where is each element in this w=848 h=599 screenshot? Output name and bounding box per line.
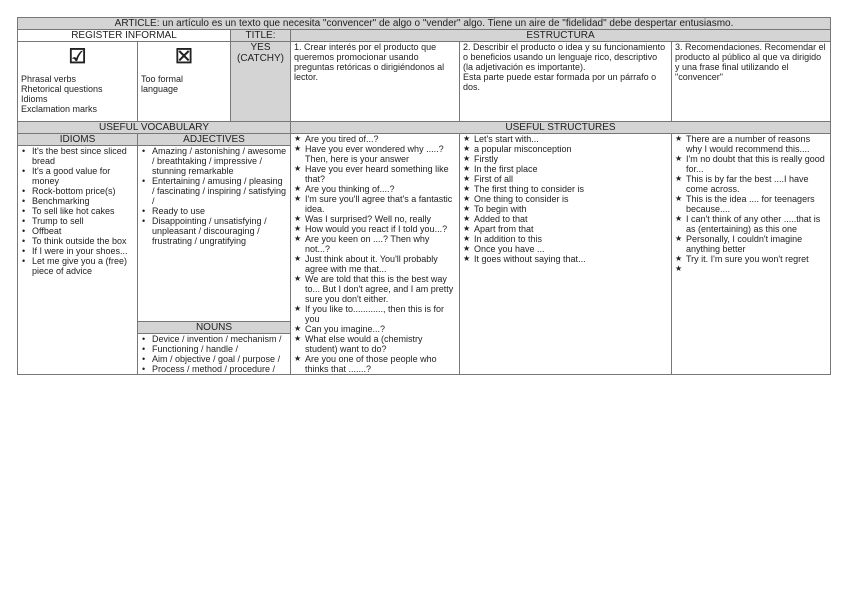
structure-item: ★ Are you tired of...? xyxy=(294,134,456,144)
estructura-step-2-text: 2. Describir el producto o idea y su funcionamiento o beneficios usando un lenguaje rico, descriptivo (la adjetivación es importante). xyxy=(463,42,666,72)
structure-item: ★ I can't think of any other .....that is as (entertaining) as this one xyxy=(675,214,827,234)
structures-col-3 xyxy=(672,134,831,375)
structure-item: ★ Have you ever wondered why .....? Then, here is your answer xyxy=(294,144,456,164)
noun-item: • Device / invention / mechanism / xyxy=(141,334,287,344)
structure-item: ★ Let's start with... xyxy=(463,134,668,144)
formal-features xyxy=(141,74,227,94)
article-title: ARTICLE: un artículo es un texto que necesita "convencer" de algo o "vender" algo. Tiene un aire de "fidelidad" debe despertar entusiasmo. xyxy=(18,18,831,30)
structure-item: ★ What else would a (chemistry student) want to do? xyxy=(294,334,456,354)
structure-item: ★ This is by far the best ....I have come across. xyxy=(675,174,827,194)
structure-item: ★ First of all xyxy=(463,174,668,184)
adjective-item: • Ready to use xyxy=(141,206,287,216)
estructura-step-1: 1. Crear interés por el producto que queremos promocionar usando preguntas retóricas o dirigiéndonos al lector. xyxy=(291,42,460,122)
structure-item xyxy=(675,264,827,274)
idioms-header: IDIOMS xyxy=(18,134,138,146)
noun-item: • Aim / objective / goal / purpose / xyxy=(141,354,287,364)
formal-feature: language xyxy=(141,84,179,94)
structure-item: ★ Try it. I'm sure you won't regret xyxy=(675,254,827,264)
structure-item: ★ There are a number of reasons why I would recommend this.... xyxy=(675,134,827,154)
structure-item: ★ a popular misconception xyxy=(463,144,668,154)
structure-item: ★ Just think about it. You'll probably agree with me that... xyxy=(294,254,456,274)
informal-feature: Exclamation marks xyxy=(21,104,98,114)
structure-item: ★ This is the idea .... for teenagers because.... xyxy=(675,194,827,214)
informal-features xyxy=(21,74,134,114)
structure-item: ★ Added to that xyxy=(463,214,668,224)
idiom-item: • If I were in your shoes... xyxy=(21,246,134,256)
informal-feature: Phrasal verbs xyxy=(21,74,77,84)
structure-item: ★ Are you thinking of....? xyxy=(294,184,456,194)
title-value: YES (CATCHY) xyxy=(231,42,291,122)
crossed-box-icon: ☒ xyxy=(175,46,193,68)
estructura-step-2 xyxy=(460,42,672,122)
structure-item: ★ Personally, I couldn't imagine anything better xyxy=(675,234,827,254)
structure-item: ★ Are you one of those people who thinks that .......? xyxy=(294,354,456,374)
title-header: TITLE: xyxy=(231,30,291,42)
idioms-list-cell xyxy=(18,146,138,375)
structures-header: USEFUL STRUCTURES xyxy=(291,122,831,134)
worksheet xyxy=(17,17,830,375)
idiom-item: • Offbeat xyxy=(21,226,134,236)
idiom-item: • Trump to sell xyxy=(21,216,134,226)
structure-item: ★ We are told that this is the best way to... But I don't agree, and I am pretty sure you don't either. xyxy=(294,274,456,304)
structures-col-2 xyxy=(460,134,672,375)
noun-item: • Functioning / handle / xyxy=(141,344,287,354)
register-formal-cell xyxy=(138,42,231,122)
worksheet-table xyxy=(17,17,831,375)
structure-item: ★ Once you have ... xyxy=(463,244,668,254)
nouns-header: NOUNS xyxy=(138,322,291,334)
idiom-item: • Rock-bottom price(s) xyxy=(21,186,134,196)
structure-item: ★ It goes without saying that... xyxy=(463,254,668,264)
idiom-item: • It's a good value for money xyxy=(21,166,134,186)
structure-item: ★ Can you imagine...? xyxy=(294,324,456,334)
structure-item: ★ How would you react if I told you...? xyxy=(294,224,456,234)
informal-feature: Idioms xyxy=(21,94,48,104)
noun-item: • Process / method / procedure / xyxy=(141,364,287,374)
idiom-item: • Let me give you a (free) piece of advice xyxy=(21,256,134,276)
idiom-item: • It's the best since sliced bread xyxy=(21,146,134,166)
structure-item: ★ Firstly xyxy=(463,154,668,164)
checked-box-icon: ☑ xyxy=(68,46,87,68)
structure-item: ★ Was I surprised? Well no, really xyxy=(294,214,456,224)
register-informal-cell xyxy=(18,42,138,122)
nouns-list-cell xyxy=(138,334,291,375)
structures-col-1 xyxy=(291,134,460,375)
formal-feature: Too formal xyxy=(141,74,184,84)
adjectives-list-cell xyxy=(138,146,291,322)
structure-item: ★ One thing to consider is xyxy=(463,194,668,204)
adjective-item: • Amazing / astonishing / awesome / breathtaking / impressive / stunning remarkable xyxy=(141,146,287,176)
structure-item: ★ In the first place xyxy=(463,164,668,174)
estructura-step-3: 3. Recomendaciones. Recomendar el producto al público al que va dirigido y una frase final utilizando el "convencer" xyxy=(672,42,831,122)
idiom-item: • Benchmarking xyxy=(21,196,134,206)
estructura-step-2-note: Esta parte puede estar formada por un párrafo o dos. xyxy=(463,72,657,92)
structure-item: ★ Have you ever heard something like that? xyxy=(294,164,456,184)
structure-item: ★ I'm no doubt that this is really good for... xyxy=(675,154,827,174)
structure-item: ★ In addition to this xyxy=(463,234,668,244)
estructura-header: ESTRUCTURA xyxy=(291,30,831,42)
structure-item: ★ If you like to............, then this is for you xyxy=(294,304,456,324)
structure-item: ★ Apart from that xyxy=(463,224,668,234)
adjective-item: • Entertaining / amusing / pleasing / fascinating / inspiring / satisfying / xyxy=(141,176,287,206)
vocab-header: USEFUL VOCABULARY xyxy=(18,122,291,134)
structure-item: ★ Are you keen on ....? Then why not...? xyxy=(294,234,456,254)
informal-feature: Rhetorical questions xyxy=(21,84,103,94)
structure-item: ★ I'm sure you'll agree that's a fantastic idea. xyxy=(294,194,456,214)
adjectives-header: ADJECTIVES xyxy=(138,134,291,146)
idiom-item: • To sell like hot cakes xyxy=(21,206,134,216)
structure-item: ★ The first thing to consider is xyxy=(463,184,668,194)
adjective-item: • Disappointing / unsatisfying / unpleasant / discouraging / frustrating / ungratifying xyxy=(141,216,287,246)
register-header: REGISTER INFORMAL xyxy=(18,30,231,42)
structure-item: ★ To begin with xyxy=(463,204,668,214)
idiom-item: • To think outside the box xyxy=(21,236,134,246)
